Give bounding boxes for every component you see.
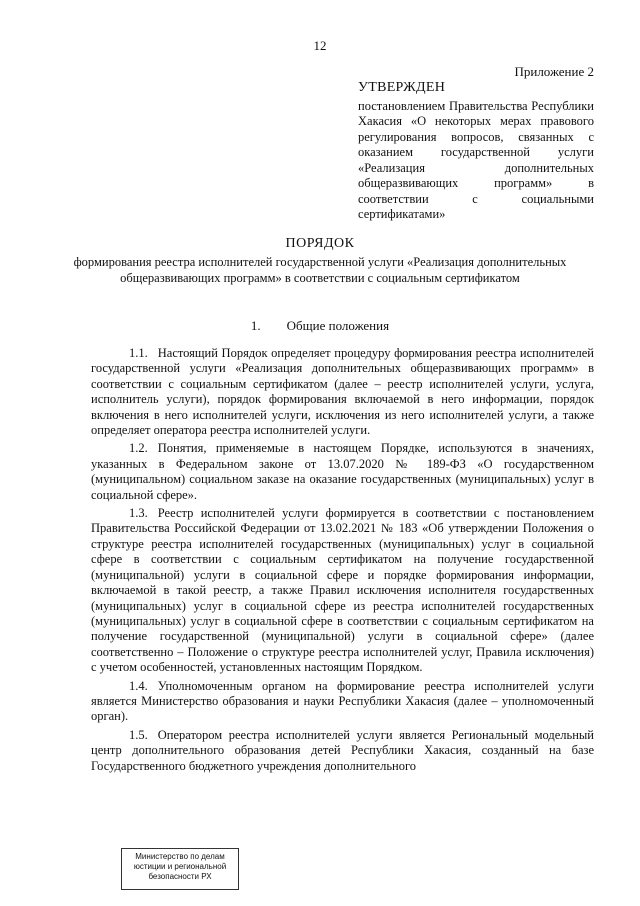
paragraph-1-3 (91, 506, 594, 675)
paragraph-number: 1.4. (129, 678, 148, 693)
paragraph-1-5 (91, 728, 594, 774)
paragraph-text: Реестр исполнителей услуги формируется в соответствии с постановлением Правительства Российской Федерации от 13.02.2021 № 183 «Об утверждении Положения о структуре реестра исполнителей государственных (муниципальных) услуг в социальной сфере в соответствии с социальным сертификатом на получение государственной (муниципальной) услуги в социальной сфере и порядке формирования информации, включаемой в такой реестр, а также Правил исключения исполнителя государственных (муниципальных) услуг в социальной сфере из реестра исполнителей государственных (муниципальных) услуг в социальной сфере в соответствии с социальным сертификатом на получение государственной (муниципальной) услуги в социальной сфере» (далее соответственно – Положение о структуре реестра исполнителей услуг, Правила исключения) с учетом особенностей, установленных настоящим Порядком. (91, 506, 594, 675)
paragraph-number: 1.1. (129, 346, 148, 360)
approval-text: постановлением Правительства Республики Хакасия «О некоторых мерах правового регулирования вопросов, связанных с оказанием государственной услуги «Реализация дополнительных общеразвивающих программ» в соответствии с социальными сертификатами» (358, 98, 594, 221)
paragraph-number: 1.2. (129, 441, 148, 456)
document-subtitle: формирования реестра исполнителей государственной услуги «Реализация дополнительных общеразвивающих программ» в соответствии с социальным сертификатом (73, 255, 567, 285)
paragraph-text: Оператором реестра исполнителей услуги является Региональный модельный центр дополнительного образования детей Республики Хакасия, созданный на базе Государственного бюджетного учреждения дополнительного (91, 727, 594, 773)
document-body (91, 346, 594, 777)
section-heading (0, 318, 640, 334)
document-title: ПОРЯДОК (285, 236, 355, 251)
registration-stamp (121, 848, 239, 890)
paragraph-text: Понятия, применяемые в настоящем Порядке, используются в значениях, указанных в Федеральном законе от 13.07.2020 № 189-ФЗ «О государственном (муниципальном) социальном заказе на оказание государственных (муниципальных) услуг в социальной сфере». (91, 441, 594, 502)
paragraph-text: Настоящий Порядок определяет процедуру формирования реестра исполнителей государственной услуги «Реализация дополнительных общеразвивающих программ» в соответствии с социальным сертификатом (далее – реестр исполнителей услуги, услуга, исполнитель услуги), порядок формирования включаемой в него информации, порядок включения в него исполнителей услуги, исключения из него исполнителей услуги, а также определяет оператора реестра исполнителей услуги. (91, 346, 594, 438)
stamp-line: Министерство по делам (135, 852, 225, 861)
section-name: Общие положения (286, 318, 390, 333)
section-number: 1. (250, 318, 261, 333)
appendix-label: Приложение 2 (514, 64, 594, 79)
paragraph-number: 1.3. (129, 506, 148, 521)
paragraph-1-2 (91, 441, 594, 503)
paragraph-1-4 (91, 679, 594, 725)
approval-block (358, 80, 594, 223)
stamp-line: безопасности РХ (148, 872, 212, 881)
approval-heading: УТВЕРЖДЕН (358, 80, 446, 95)
paragraph-text: Уполномоченным органом на формирование реестра исполнителей услуги является Министерство образования и науки Республики Хакасия (далее – уполномоченный орган). (91, 678, 594, 724)
stamp-line: юстиции и региональной (133, 862, 227, 871)
paragraph-number: 1.5. (129, 727, 148, 742)
paragraph-1-1 (91, 346, 594, 438)
page-number: 12 (313, 38, 327, 53)
